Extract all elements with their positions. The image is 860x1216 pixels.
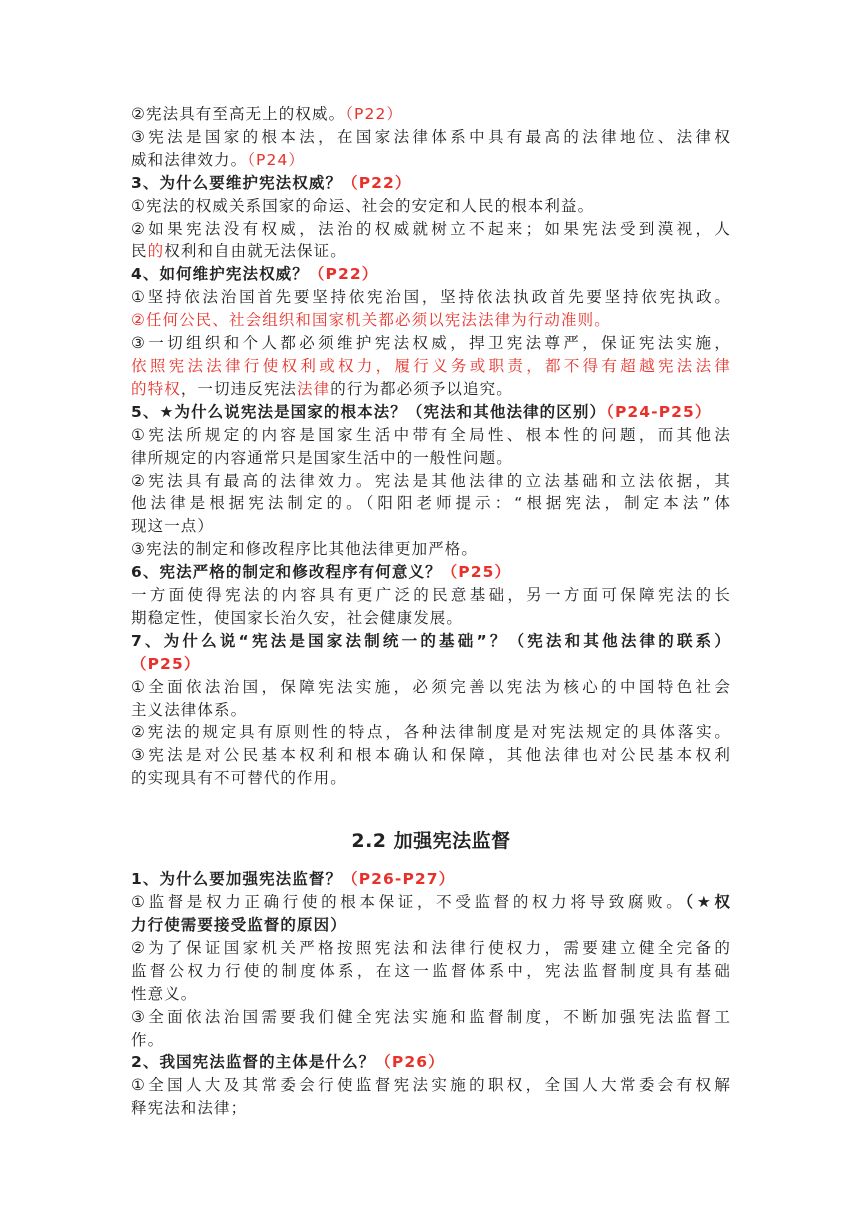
text-line bbox=[131, 584, 731, 607]
text-segment: 期稳定性，使国家长治久安，社会健康发展。 bbox=[131, 608, 464, 627]
text-segment: 主义法律体系。 bbox=[131, 700, 248, 719]
section-title: 2.2 加强宪法监督 bbox=[351, 830, 511, 853]
text-segment: ③宪法的制定和修改程序比其他法律更加严格。 bbox=[131, 540, 478, 559]
text-line bbox=[131, 607, 731, 630]
document-page bbox=[131, 103, 731, 1120]
text-segment: 威和法律效力。 bbox=[131, 150, 248, 169]
text-line bbox=[131, 676, 731, 699]
text-segment: 的行为都必须予以追究。 bbox=[330, 379, 513, 398]
highlight-text: 的特权 bbox=[131, 379, 181, 398]
highlight-text: （P24-P25） bbox=[606, 402, 712, 421]
text-line bbox=[131, 309, 731, 332]
text-segment: ②宪法具有至高无上的权威。 bbox=[131, 105, 346, 123]
text-line bbox=[131, 653, 731, 676]
text-segment: 1、为什么要加强宪法监督？ bbox=[131, 870, 343, 889]
text-line bbox=[131, 561, 731, 584]
text-segment: 民 bbox=[131, 242, 148, 261]
text-segment: 2、我国宪法监督的主体是什么？ bbox=[131, 1053, 376, 1072]
text-line bbox=[131, 240, 731, 263]
text-segment: ③宪法是国家的根本法，在国家法律体系中具有最高的法律地位、法律权 bbox=[131, 127, 731, 146]
text-segment: 7、为什么说“宪法是国家法制统一的基础”？（宪法和其他法律的联系） bbox=[131, 631, 731, 650]
text-line bbox=[131, 355, 731, 378]
text-segment: 他法律是根据宪法制定的。（阳阳老师提示：“根据宪法，制定本法”体 bbox=[131, 494, 731, 513]
text-line bbox=[131, 868, 731, 891]
text-line bbox=[131, 401, 731, 424]
text-line bbox=[131, 126, 731, 149]
text-segment: 5、★为什么说宪法是国家的根本法？（宪法和其他法律的区别） bbox=[131, 402, 607, 421]
highlight-text: 的 bbox=[147, 242, 165, 261]
highlight-text: （P22） bbox=[308, 265, 379, 284]
text-segment: ①宪法的权威关系国家的命运、社会的安定和人民的根本利益。 bbox=[131, 196, 595, 215]
text-line bbox=[131, 630, 731, 653]
text-segment: ①坚持依法治国首先要坚持依宪治国，坚持依法执政首先要坚持依宪执政。 bbox=[131, 288, 731, 307]
text-line bbox=[131, 1029, 731, 1052]
text-line bbox=[131, 378, 731, 401]
text-line bbox=[131, 447, 731, 470]
highlight-text: （P25） bbox=[441, 563, 512, 582]
text-segment: 律所规定的内容通常只是国家生活中的一般性问题。 bbox=[131, 448, 513, 467]
highlight-text: （P22） bbox=[342, 173, 412, 192]
text-line bbox=[131, 891, 731, 914]
text-segment: ①全国人大及其常委会行使监督宪法实施的职权，全国人大常委会有权解 bbox=[131, 1076, 731, 1095]
text-line bbox=[131, 937, 731, 960]
text-line bbox=[131, 218, 731, 241]
part2-content bbox=[131, 868, 731, 1120]
text-line bbox=[131, 767, 731, 790]
text-line bbox=[131, 332, 731, 355]
text-segment: ②为了保证国家机关严格按照宪法和法律行使权力，需要建立健全完备的 bbox=[131, 938, 731, 957]
text-line bbox=[131, 721, 731, 744]
text-segment: 性意义。 bbox=[131, 984, 198, 1003]
text-segment: 释宪法和法律； bbox=[131, 1099, 248, 1118]
text-segment: 现这一点） bbox=[131, 517, 215, 536]
highlight-text: ②任何公民、社会组织和国家机关都必须以宪法法律为行动准则。 bbox=[131, 311, 611, 330]
text-segment: ③全面依法治国需要我们健全宪法实施和监督制度，不断加强宪法监督工 bbox=[131, 1007, 731, 1026]
text-line bbox=[131, 263, 731, 286]
text-segment: 权利和自由就无法保证。 bbox=[164, 242, 347, 261]
text-segment: ①宪法所规定的内容是国家生活中带有全局性、根本性的问题，而其他法 bbox=[131, 425, 731, 444]
text-line bbox=[131, 1074, 731, 1097]
text-segment: 的实现具有不可替代的作用。 bbox=[131, 769, 347, 788]
part1-content bbox=[131, 103, 731, 790]
text-line bbox=[131, 470, 731, 493]
text-line bbox=[131, 149, 731, 172]
text-segment: 一方面使得宪法的内容具有更广泛的民意基础，另一方面可保障宪法的长 bbox=[131, 586, 731, 605]
text-line bbox=[131, 286, 731, 309]
text-segment: ③宪法是对公民基本权利和根本确认和保障，其他法律也对公民基本权利 bbox=[131, 746, 731, 765]
text-line bbox=[131, 424, 731, 447]
highlight-text: （P25） bbox=[131, 654, 201, 673]
text-segment: ②宪法的规定具有原则性的特点，各种法律制度是对宪法规定的具体落实。 bbox=[131, 723, 731, 742]
text-line bbox=[131, 172, 731, 195]
text-segment: ②如果宪法没有权威，法治的权威就树立不起来；如果宪法受到漠视，人 bbox=[131, 219, 731, 238]
text-segment: （★权 bbox=[685, 893, 731, 912]
text-line bbox=[131, 914, 731, 937]
text-line bbox=[131, 983, 731, 1006]
highlight-text: （P26） bbox=[375, 1053, 445, 1072]
text-segment: 4、如何维护宪法权威？ bbox=[131, 265, 309, 284]
text-line bbox=[131, 103, 731, 126]
highlight-text: 依照宪法法律行使权利或权力，履行义务或职责，都不得有超越宪法法律 bbox=[131, 356, 731, 375]
text-line bbox=[131, 1097, 731, 1120]
text-segment: 力行使需要接受监督的原因） bbox=[131, 916, 347, 934]
highlight-text: （P24） bbox=[247, 150, 306, 169]
text-line bbox=[131, 492, 731, 515]
text-line bbox=[131, 744, 731, 767]
text-line bbox=[131, 699, 731, 722]
highlight-text: 法律 bbox=[297, 379, 331, 398]
text-line bbox=[131, 195, 731, 218]
text-line bbox=[131, 1006, 731, 1029]
text-line bbox=[131, 515, 731, 538]
text-line bbox=[131, 538, 731, 561]
text-segment: ①监督是权力正确行使的根本保证，不受监督的权力将导致腐败。 bbox=[131, 893, 686, 912]
text-segment: 监督公权力行使的制度体系，在这一监督体系中，宪法监督制度具有基础 bbox=[131, 961, 731, 980]
text-segment: ，一切违反宪法 bbox=[180, 379, 298, 398]
text-line bbox=[131, 1051, 731, 1074]
text-segment: ③一切组织和个人都必须维护宪法权威，捍卫宪法尊严，保证宪法实施， bbox=[131, 334, 731, 353]
text-segment: 6、宪法严格的制定和修改程序有何意义？ bbox=[131, 563, 442, 582]
text-segment: 3、为什么要维护宪法权威？ bbox=[131, 173, 343, 192]
text-segment: ②宪法具有最高的法律效力。宪法是其他法律的立法基础和立法依据，其 bbox=[131, 471, 731, 490]
text-line bbox=[131, 960, 731, 983]
text-segment: 作。 bbox=[131, 1030, 165, 1049]
highlight-text: （P22） bbox=[345, 105, 404, 123]
text-segment: ①全面依法治国，保障宪法实施，必须完善以宪法为核心的中国特色社会 bbox=[131, 677, 731, 696]
highlight-text: （P26-P27） bbox=[342, 870, 456, 889]
